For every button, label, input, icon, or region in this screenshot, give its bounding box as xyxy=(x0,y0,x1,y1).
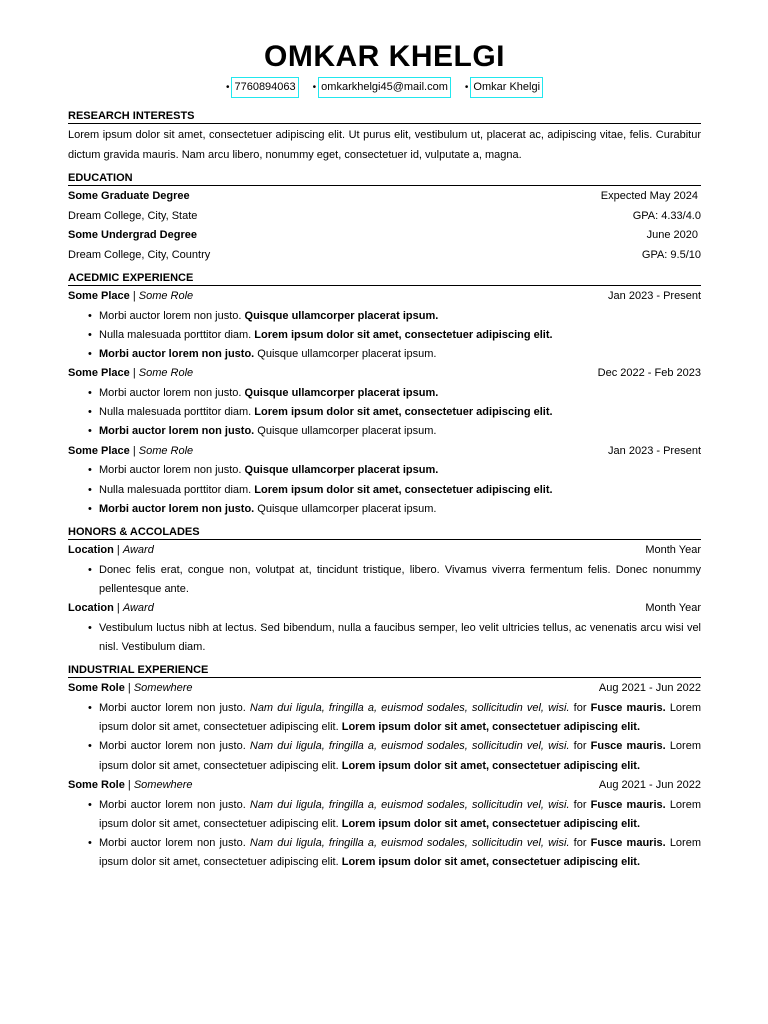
contact-phone xyxy=(226,77,299,98)
separator: | xyxy=(127,779,131,792)
list-item: • Morbi auctor lorem non justo. Nam dui ligula, fringilla a, euismod sodales, sollicitudin vel, wisi. for Fusce mauris. Lorem ipsum dolor sit amet, consectetuer adipiscing elit. Lorem ipsum dolor sit amet, consectetuer adipiscing elit. xyxy=(90,796,701,835)
list-item: • Morbi auctor lorem non justo. Nam dui ligula, fringilla a, euismod sodales, sollicitudin vel, wisi. for Fusce mauris. Lorem ipsum dolor sit amet, consectetuer adipiscing elit. Lorem ipsum dolor sit amet, consectetuer adipiscing elit. xyxy=(90,699,701,738)
place-name: Some Place xyxy=(68,367,130,380)
list-item: • Morbi auctor lorem non justo. Quisque ullamcorper placerat ipsum. xyxy=(90,384,701,403)
bullet-list xyxy=(68,619,701,658)
email-link[interactable]: omkarkhelgi45@mail.com xyxy=(318,77,451,98)
role-name: Some Role xyxy=(138,367,194,380)
honor-award: Award xyxy=(122,544,154,557)
honors-section xyxy=(68,525,701,657)
contact-profile xyxy=(465,77,543,98)
research-section xyxy=(68,109,701,165)
list-item: • Nulla malesuada porttitor diam. Lorem ipsum dolor sit amet, consectetuer adipiscing elit. xyxy=(90,403,701,422)
contact-bar xyxy=(68,76,701,98)
list-item: • Morbi auctor lorem non justo. Quisque ullamcorper placerat ipsum. xyxy=(90,422,701,441)
degree-name: Some Graduate Degree xyxy=(68,190,190,202)
industrial-section xyxy=(68,663,701,872)
place-name: Some Place xyxy=(68,444,130,457)
role-name: Some Role xyxy=(68,682,125,695)
gpa: GPA: 9.5/10 xyxy=(641,248,701,261)
education-row xyxy=(68,246,701,266)
separator: | xyxy=(116,544,120,557)
experience-header xyxy=(68,442,701,462)
honor-header xyxy=(68,541,701,561)
list-item: • Morbi auctor lorem non justo. Quisque ullamcorper placerat ipsum. xyxy=(90,461,701,480)
role-name: Some Role xyxy=(138,444,194,457)
school-name: Dream College, City, State xyxy=(68,209,198,222)
experience-header xyxy=(68,776,701,796)
list-item: • Morbi auctor lorem non justo. Quisque ullamcorper placerat ipsum. xyxy=(90,307,701,326)
role-name: Some Role xyxy=(138,290,194,302)
education-section xyxy=(68,171,701,265)
list-item: • Donec felis erat, congue non, volutpat at, tincidunt tristique, libero. Vivamus viverra fermentum felis. Donec nonummy pellentesque ante. xyxy=(90,561,701,600)
bullet-icon: • xyxy=(312,81,317,93)
bullet-list xyxy=(68,307,701,365)
honor-location: Location xyxy=(68,602,114,615)
separator: | xyxy=(132,444,136,457)
school-name: Dream College, City, Country xyxy=(68,248,211,261)
candidate-name: OMKAR KHELGI xyxy=(264,40,505,73)
section-title: ACEDMIC EXPERIENCE xyxy=(68,271,701,286)
bullet-list xyxy=(68,796,701,873)
list-item: • Morbi auctor lorem non justo. Nam dui ligula, fringilla a, euismod sodales, sollicitudin vel, wisi. for Fusce mauris. Lorem ipsum dolor sit amet, consectetuer adipiscing elit. Lorem ipsum dolor sit amet, consectetuer adipiscing elit. xyxy=(90,737,701,776)
education-row xyxy=(68,207,701,227)
honor-date: Month Year xyxy=(645,602,701,615)
role-name: Some Role xyxy=(68,779,125,792)
honor-header xyxy=(68,599,701,619)
list-item: • Morbi auctor lorem non justo. Quisque ullamcorper placerat ipsum. xyxy=(90,500,701,519)
date-range: Jan 2023 - Present xyxy=(608,290,701,302)
place-name: Somewhere xyxy=(133,779,193,792)
honor-date: Month Year xyxy=(645,544,701,557)
section-title: INDUSTRIAL EXPERIENCE xyxy=(68,663,701,678)
experience-header xyxy=(68,287,701,307)
date-range: Dec 2022 - Feb 2023 xyxy=(597,367,701,380)
contact-email xyxy=(313,77,451,98)
phone-link[interactable]: 7760894063 xyxy=(231,77,298,98)
separator: | xyxy=(116,602,120,615)
date-range: Jan 2023 - Present xyxy=(608,444,701,457)
bullet-icon: • xyxy=(225,81,230,93)
bullet-list xyxy=(68,384,701,442)
bullet-list xyxy=(68,461,701,519)
section-title: HONORS & ACCOLADES xyxy=(68,525,701,540)
education-row xyxy=(68,187,701,207)
experience-header xyxy=(68,364,701,384)
bullet-list xyxy=(68,561,701,600)
place-name: Some Place xyxy=(68,290,130,302)
list-item: • Nulla malesuada porttitor diam. Lorem ipsum dolor sit amet, consectetuer adipiscing elit. xyxy=(90,481,701,500)
degree-date: Expected May 2024 xyxy=(600,190,698,202)
research-text: Lorem ipsum dolor sit amet, consectetuer adipiscing elit. Ut purus elit, vestibulum ut, placerat ac, adipiscing vitae, felis. Curabitur dictum gravida mauris. Nam arcu libero, nonummy eget, consectetuer id, vulputate a, magna. xyxy=(68,129,701,161)
education-row xyxy=(68,226,701,246)
experience-header xyxy=(68,679,701,699)
separator: | xyxy=(132,367,136,380)
honor-award: Award xyxy=(122,602,154,615)
resume-page xyxy=(68,40,701,873)
separator: | xyxy=(127,682,131,695)
separator: | xyxy=(132,290,136,302)
section-title: RESEARCH INTERESTS xyxy=(68,109,701,124)
degree-date: June 2020 xyxy=(646,229,698,241)
honor-location: Location xyxy=(68,544,114,557)
section-title: EDUCATION xyxy=(68,171,701,186)
list-item: • Vestibulum luctus nibh at lectus. Sed bibendum, nulla a faucibus semper, leo velit ultricies tellus, ac venenatis arcu wisi vel nisl. Vestibulum diam. xyxy=(90,619,701,658)
academic-section xyxy=(68,271,701,519)
date-range: Aug 2021 - Jun 2022 xyxy=(598,682,701,695)
date-range: Aug 2021 - Jun 2022 xyxy=(598,779,701,792)
bullet-icon: • xyxy=(464,81,469,93)
list-item: • Morbi auctor lorem non justo. Quisque ullamcorper placerat ipsum. xyxy=(90,345,701,364)
bullet-list xyxy=(68,699,701,776)
list-item: • Nulla malesuada porttitor diam. Lorem ipsum dolor sit amet, consectetuer adipiscing elit. xyxy=(90,326,701,345)
degree-name: Some Undergrad Degree xyxy=(68,229,197,241)
place-name: Somewhere xyxy=(133,682,193,695)
list-item: • Morbi auctor lorem non justo. Nam dui ligula, fringilla a, euismod sodales, sollicitudin vel, wisi. for Fusce mauris. Lorem ipsum dolor sit amet, consectetuer adipiscing elit. Lorem ipsum dolor sit amet, consectetuer adipiscing elit. xyxy=(90,834,701,873)
profile-link[interactable]: Omkar Khelgi xyxy=(470,77,543,98)
gpa: GPA: 4.33/4.0 xyxy=(632,209,701,222)
